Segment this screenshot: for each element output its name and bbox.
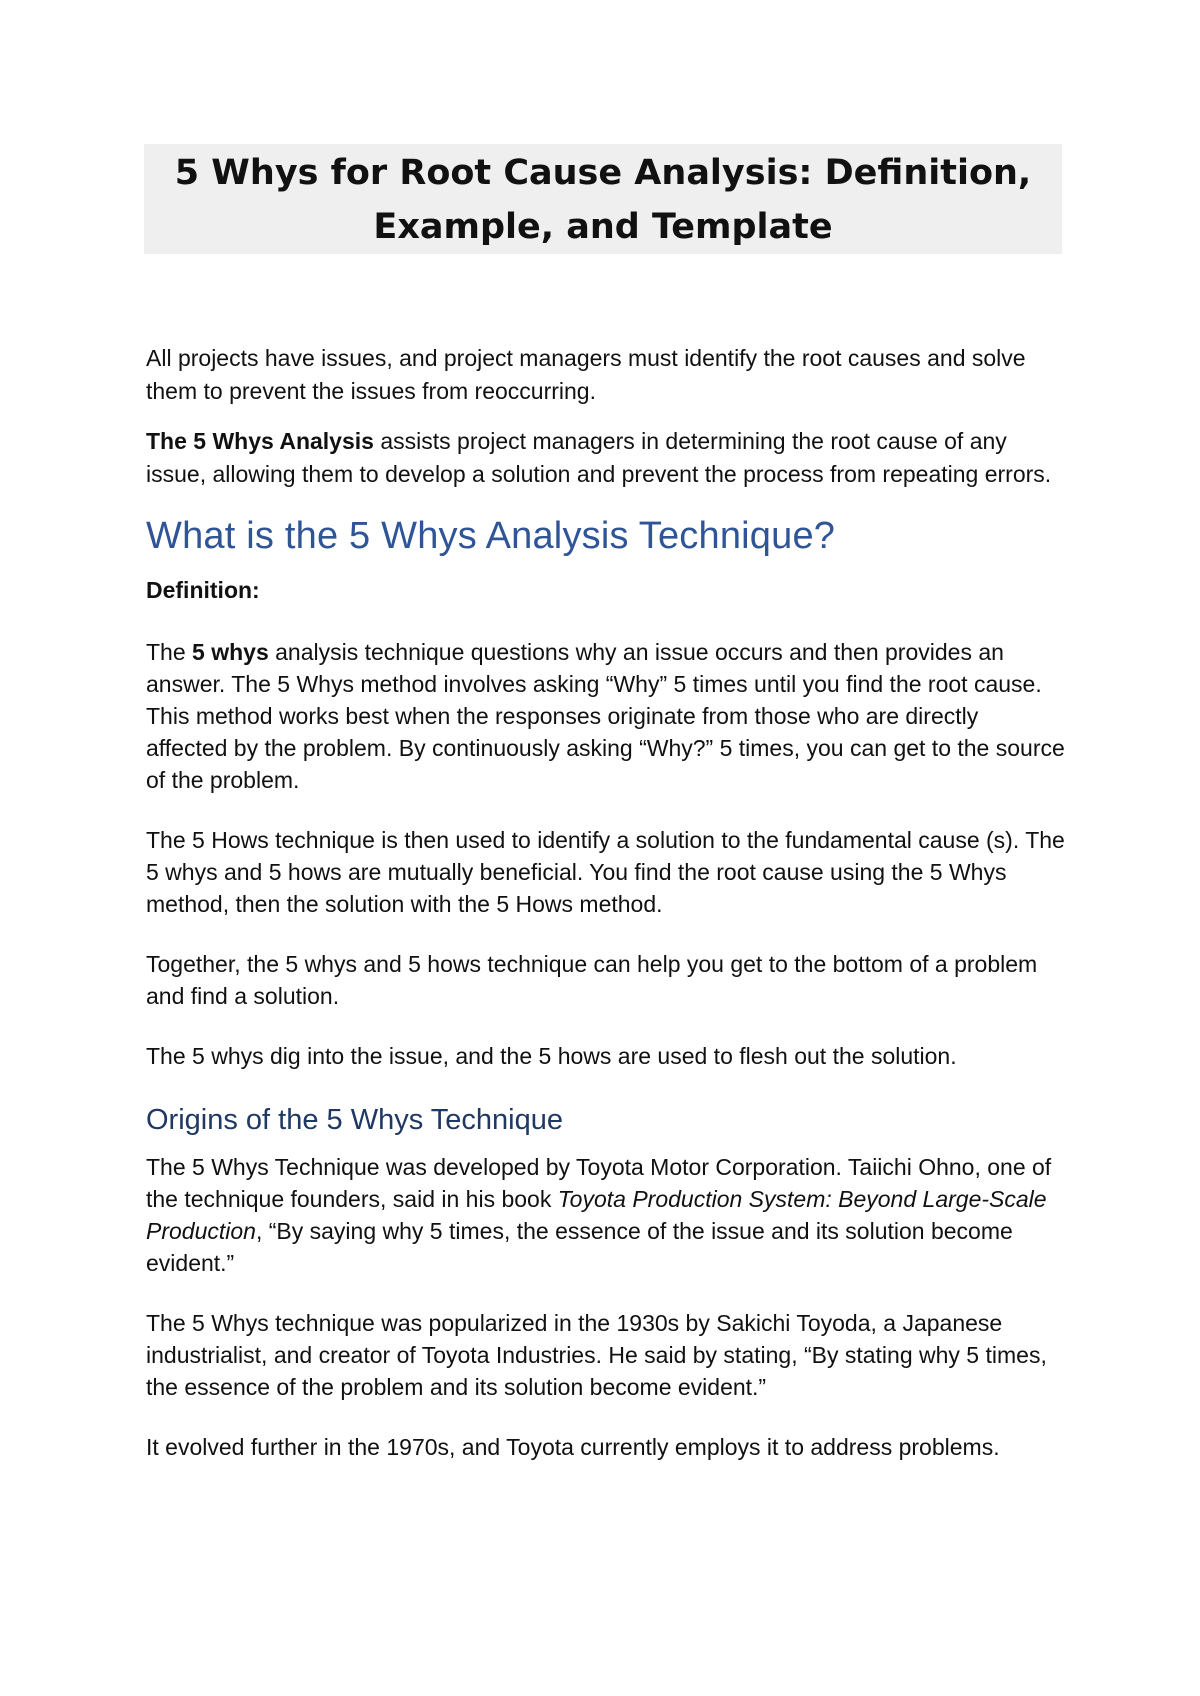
document-body xyxy=(146,342,1066,1491)
hows-paragraph: The 5 Hows technique is then used to identify a solution to the fundamental cause (s). The 5 whys and 5 hows are mutually beneficial. You find the root cause using the 5 Whys method, then the solution with the 5 Hows method. xyxy=(146,827,1065,917)
document-title xyxy=(144,144,1062,254)
origins-quote: , “By saying why 5 times, the essence of the issue and its solution become evident.” xyxy=(146,1218,1013,1276)
origins-paragraph-2: The 5 Whys technique was popularized in the 1930s by Sakichi Toyoda, a Japanese industrialist, and creator of Toyota Industries. He said by stating, “By stating why 5 times, the essence of the problem and its solution become evident.” xyxy=(146,1310,1047,1400)
origins-paragraph-1 xyxy=(146,1151,1066,1279)
definition-text: analysis technique questions why an issue occurs and then provides an answer. The 5 Whys method involves asking “Why” 5 times until you find the root cause. This method works best when the responses originate from those who are directly affected by the problem. By continuously asking “Why?” 5 times, you can get to the source of the problem. xyxy=(146,639,1065,793)
together-paragraph: Together, the 5 whys and 5 hows technique can help you get to the bottom of a problem and find a solution. xyxy=(146,951,1038,1009)
origins-paragraph-3: It evolved further in the 1970s, and Toyota currently employs it to address problems. xyxy=(146,1434,1000,1460)
dig-paragraph: The 5 whys dig into the issue, and the 5 hows are used to flesh out the solution. xyxy=(146,1043,957,1069)
definition-bold-term: 5 whys xyxy=(192,639,269,665)
intro-bold-term: The 5 Whys Analysis xyxy=(146,428,374,454)
section-heading-origins: Origins of the 5 Whys Technique xyxy=(146,1104,563,1136)
title-line-2: Example, and Template xyxy=(373,207,833,247)
intro-paragraph-2-text: assists project managers in determining the root cause of any issue, allowing them to develop a solution and prevent the process from repeating errors. xyxy=(146,428,1052,487)
intro-paragraph-2 xyxy=(146,425,1066,491)
definition-paragraph xyxy=(146,636,1066,796)
book-title: Toyota Production System: Beyond Large-Scale Production xyxy=(146,1186,1047,1244)
intro-paragraph-1: All projects have issues, and project managers must identify the root causes and solve them to prevent the issues from reoccurring. xyxy=(146,345,1026,404)
section-heading-what-is: What is the 5 Whys Analysis Technique? xyxy=(146,515,836,557)
title-line-1: 5 Whys for Root Cause Analysis: Definition, xyxy=(174,153,1032,193)
origins-pre: The 5 Whys Technique was developed by Toyota Motor Corporation. Taiichi Ohno, one of the technique founders, said in his book xyxy=(146,1154,1052,1212)
definition-label: Definition: xyxy=(146,577,260,603)
definition-pre: The xyxy=(146,639,193,665)
